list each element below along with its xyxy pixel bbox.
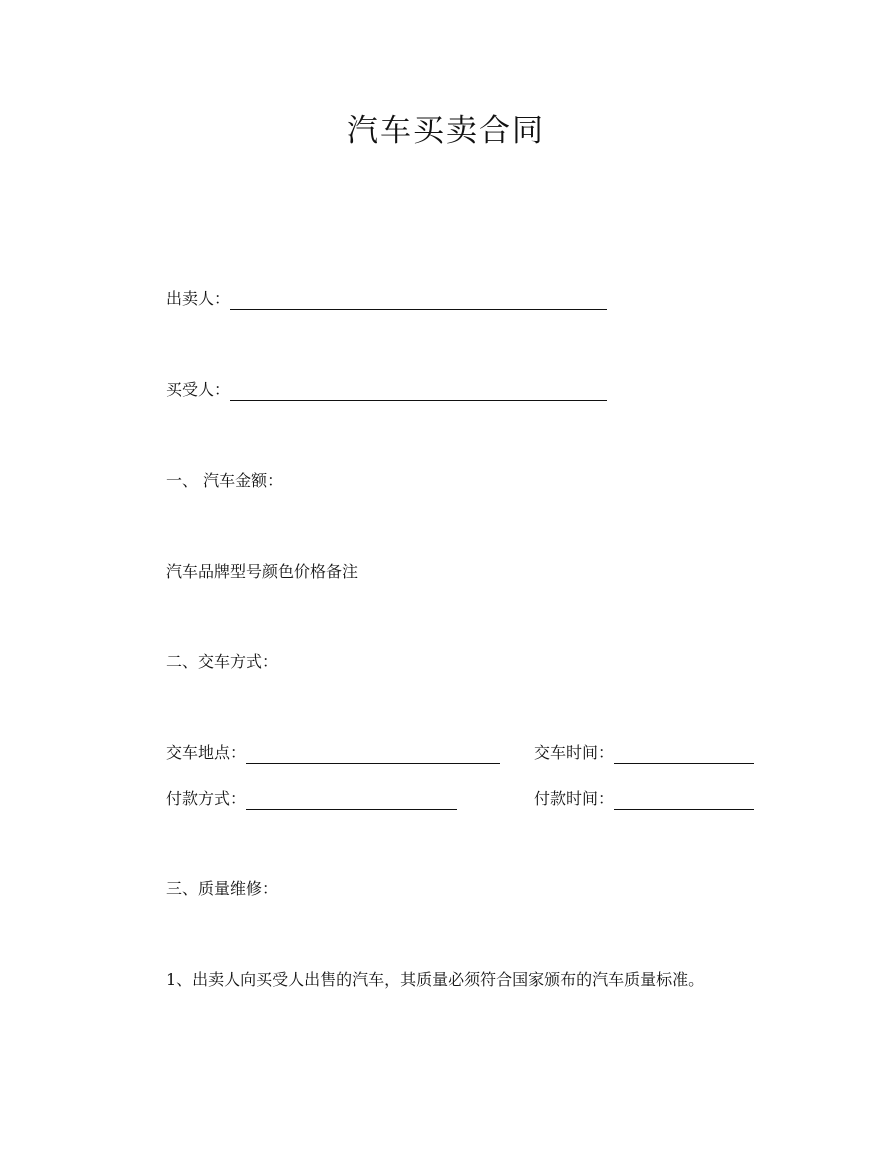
section1-heading: 一、 汽车金额： xyxy=(166,471,284,490)
delivery-time-row xyxy=(534,742,754,764)
payment-time-label: 付款时间： xyxy=(534,789,615,808)
seller-row xyxy=(166,288,607,310)
clause-1: 1、出卖人向买受人出售的汽车，其质量必须符合国家颁布的汽车质量标准。 xyxy=(166,970,705,989)
section1-columns: 汽车品牌型号颜色价格备注 xyxy=(166,562,359,581)
section2-heading: 二、交车方式： xyxy=(166,652,279,671)
payment-method-row xyxy=(166,788,457,810)
delivery-place-blank[interactable] xyxy=(246,746,500,764)
buyer-blank[interactable] xyxy=(230,383,607,401)
payment-method-label: 付款方式： xyxy=(166,789,247,808)
buyer-row xyxy=(166,379,607,401)
seller-blank[interactable] xyxy=(230,292,607,310)
buyer-label: 买受人： xyxy=(166,380,231,399)
delivery-time-label: 交车时间： xyxy=(534,743,615,762)
page-title: 汽车买卖合同 xyxy=(347,113,545,149)
payment-time-blank[interactable] xyxy=(614,792,754,810)
delivery-time-blank[interactable] xyxy=(614,746,754,764)
payment-method-blank[interactable] xyxy=(246,792,457,810)
payment-time-row xyxy=(534,788,754,810)
section3-heading: 三、质量维修： xyxy=(166,879,279,898)
delivery-place-label: 交车地点： xyxy=(166,743,247,762)
seller-label: 出卖人： xyxy=(166,289,231,308)
delivery-place-row xyxy=(166,742,500,764)
